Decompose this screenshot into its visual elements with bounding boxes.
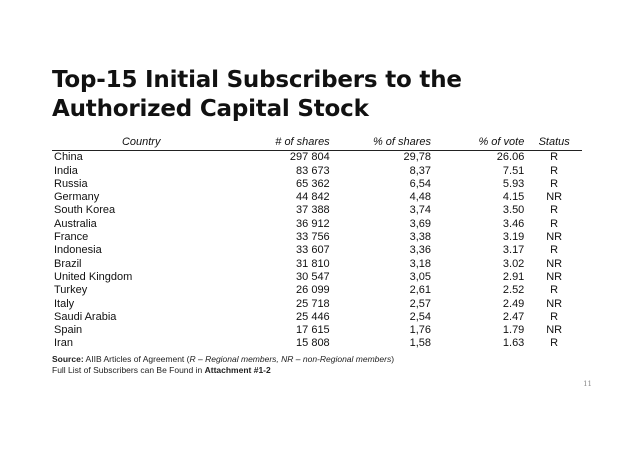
cell-country: Brazil bbox=[54, 257, 82, 270]
cell-pct-vote: 26.06 bbox=[496, 151, 525, 164]
cell-status: R bbox=[550, 151, 559, 164]
table-row bbox=[52, 311, 582, 324]
table-row bbox=[52, 191, 582, 204]
header-pct-vote: % of vote bbox=[433, 136, 526, 151]
cell-shares: 33 607 bbox=[296, 244, 330, 257]
table-body bbox=[52, 151, 582, 351]
cell-pct-shares: 6,54 bbox=[409, 177, 432, 190]
table-row bbox=[52, 337, 582, 350]
cell-pct-shares: 1,58 bbox=[409, 337, 432, 350]
table-row bbox=[52, 258, 582, 271]
attachment-text: Full List of Subscribers can Be Found in bbox=[52, 365, 205, 375]
cell-pct-vote: 2.91 bbox=[502, 270, 525, 283]
cell-shares: 26 099 bbox=[296, 284, 330, 297]
cell-country: Turkey bbox=[54, 284, 88, 297]
cell-country: Spain bbox=[54, 324, 83, 337]
cell-pct-shares: 2,61 bbox=[409, 284, 432, 297]
cell-pct-shares: 1,76 bbox=[409, 324, 432, 337]
table-row bbox=[52, 284, 582, 297]
cell-shares: 37 388 bbox=[296, 204, 330, 217]
cell-pct-vote: 2.52 bbox=[502, 284, 525, 297]
cell-status: R bbox=[550, 244, 559, 257]
cell-country: Iran bbox=[54, 337, 73, 350]
cell-pct-shares: 4,48 bbox=[409, 191, 432, 204]
table-row bbox=[52, 218, 582, 231]
slide-title-line-1: Top-15 Initial Subscribers to the bbox=[52, 67, 462, 93]
cell-shares: 83 673 bbox=[296, 164, 330, 177]
cell-shares: 25 718 bbox=[296, 297, 330, 310]
cell-pct-vote: 2.49 bbox=[502, 297, 525, 310]
cell-pct-shares: 2,54 bbox=[409, 310, 432, 323]
cell-shares: 65 362 bbox=[296, 177, 330, 190]
source-close: ) bbox=[391, 354, 395, 364]
cell-pct-vote: 3.50 bbox=[502, 204, 525, 217]
cell-shares: 31 810 bbox=[296, 257, 330, 270]
cell-status: NR bbox=[546, 297, 563, 310]
table-row bbox=[52, 204, 582, 217]
cell-pct-vote: 5.93 bbox=[502, 177, 525, 190]
cell-pct-vote: 1.63 bbox=[502, 337, 525, 350]
cell-status: R bbox=[550, 204, 559, 217]
table-row bbox=[52, 298, 582, 311]
cell-country: China bbox=[54, 151, 83, 164]
cell-country: Russia bbox=[54, 177, 88, 190]
cell-pct-shares: 3,05 bbox=[409, 270, 432, 283]
table-row bbox=[52, 165, 582, 178]
cell-shares: 25 446 bbox=[296, 310, 330, 323]
cell-shares: 17 615 bbox=[296, 324, 330, 337]
cell-country: France bbox=[54, 231, 89, 244]
cell-pct-vote: 2.47 bbox=[502, 310, 525, 323]
table-row bbox=[52, 271, 582, 284]
cell-shares: 36 912 bbox=[296, 217, 330, 230]
cell-shares: 30 547 bbox=[296, 270, 330, 283]
cell-country: Saudi Arabia bbox=[54, 310, 117, 323]
cell-status: R bbox=[550, 337, 559, 350]
cell-status: NR bbox=[546, 231, 563, 244]
header-country: Country bbox=[52, 136, 230, 151]
cell-pct-shares: 29,78 bbox=[403, 151, 432, 164]
cell-status: R bbox=[550, 164, 559, 177]
cell-country: South Korea bbox=[54, 204, 116, 217]
cell-shares: 33 756 bbox=[296, 231, 330, 244]
source-note bbox=[52, 354, 612, 376]
cell-pct-shares: 3,18 bbox=[409, 257, 432, 270]
cell-status: NR bbox=[546, 324, 563, 337]
cell-shares: 297 804 bbox=[289, 151, 330, 164]
cell-pct-vote: 3.19 bbox=[502, 231, 525, 244]
cell-pct-shares: 3,69 bbox=[409, 217, 432, 230]
cell-pct-vote: 7.51 bbox=[502, 164, 525, 177]
attachment-ref: Attachment #1-2 bbox=[204, 365, 271, 375]
cell-status: R bbox=[550, 284, 559, 297]
cell-status: NR bbox=[546, 191, 563, 204]
cell-pct-vote: 3.46 bbox=[502, 217, 525, 230]
table-row bbox=[52, 178, 582, 191]
cell-country: Italy bbox=[54, 297, 75, 310]
cell-pct-vote: 3.17 bbox=[502, 244, 525, 257]
cell-shares: 44 842 bbox=[296, 191, 330, 204]
cell-pct-vote: 3.02 bbox=[502, 257, 525, 270]
table-row bbox=[52, 244, 582, 257]
header-pct-shares: % of shares bbox=[332, 136, 433, 151]
cell-pct-shares: 3,36 bbox=[409, 244, 432, 257]
cell-status: R bbox=[550, 217, 559, 230]
cell-status: R bbox=[550, 177, 559, 190]
source-line-1 bbox=[52, 354, 612, 365]
page-number: 11 bbox=[583, 380, 592, 388]
cell-pct-vote: 4.15 bbox=[502, 191, 525, 204]
source-line-2 bbox=[52, 365, 612, 376]
slide-title-line-2: Authorized Capital Stock bbox=[52, 96, 369, 122]
cell-pct-shares: 8,37 bbox=[409, 164, 432, 177]
header-shares: # of shares bbox=[230, 136, 331, 151]
cell-status: NR bbox=[546, 270, 563, 283]
cell-status: NR bbox=[546, 257, 563, 270]
cell-pct-shares: 3,74 bbox=[409, 204, 432, 217]
cell-country: India bbox=[54, 164, 78, 177]
table-row bbox=[52, 324, 582, 337]
cell-status: R bbox=[550, 310, 559, 323]
cell-country: Indonesia bbox=[54, 244, 102, 257]
table-row bbox=[52, 151, 582, 165]
source-label: Source: bbox=[52, 354, 84, 364]
table-row bbox=[52, 231, 582, 244]
cell-shares: 15 808 bbox=[296, 337, 330, 350]
cell-country: United Kingdom bbox=[54, 270, 133, 283]
header-status: Status bbox=[526, 136, 582, 151]
source-legend-note: R – Regional members, NR – non-Regional members bbox=[189, 354, 392, 364]
cell-country: Australia bbox=[54, 217, 97, 230]
subscribers-table bbox=[52, 136, 582, 351]
cell-country: Germany bbox=[54, 191, 100, 204]
source-text: AIIB Articles of Agreement ( bbox=[83, 354, 190, 364]
cell-pct-vote: 1.79 bbox=[502, 324, 525, 337]
cell-pct-shares: 3,38 bbox=[409, 231, 432, 244]
slide-title bbox=[52, 66, 612, 124]
cell-pct-shares: 2,57 bbox=[409, 297, 432, 310]
table-header-row bbox=[52, 136, 582, 151]
